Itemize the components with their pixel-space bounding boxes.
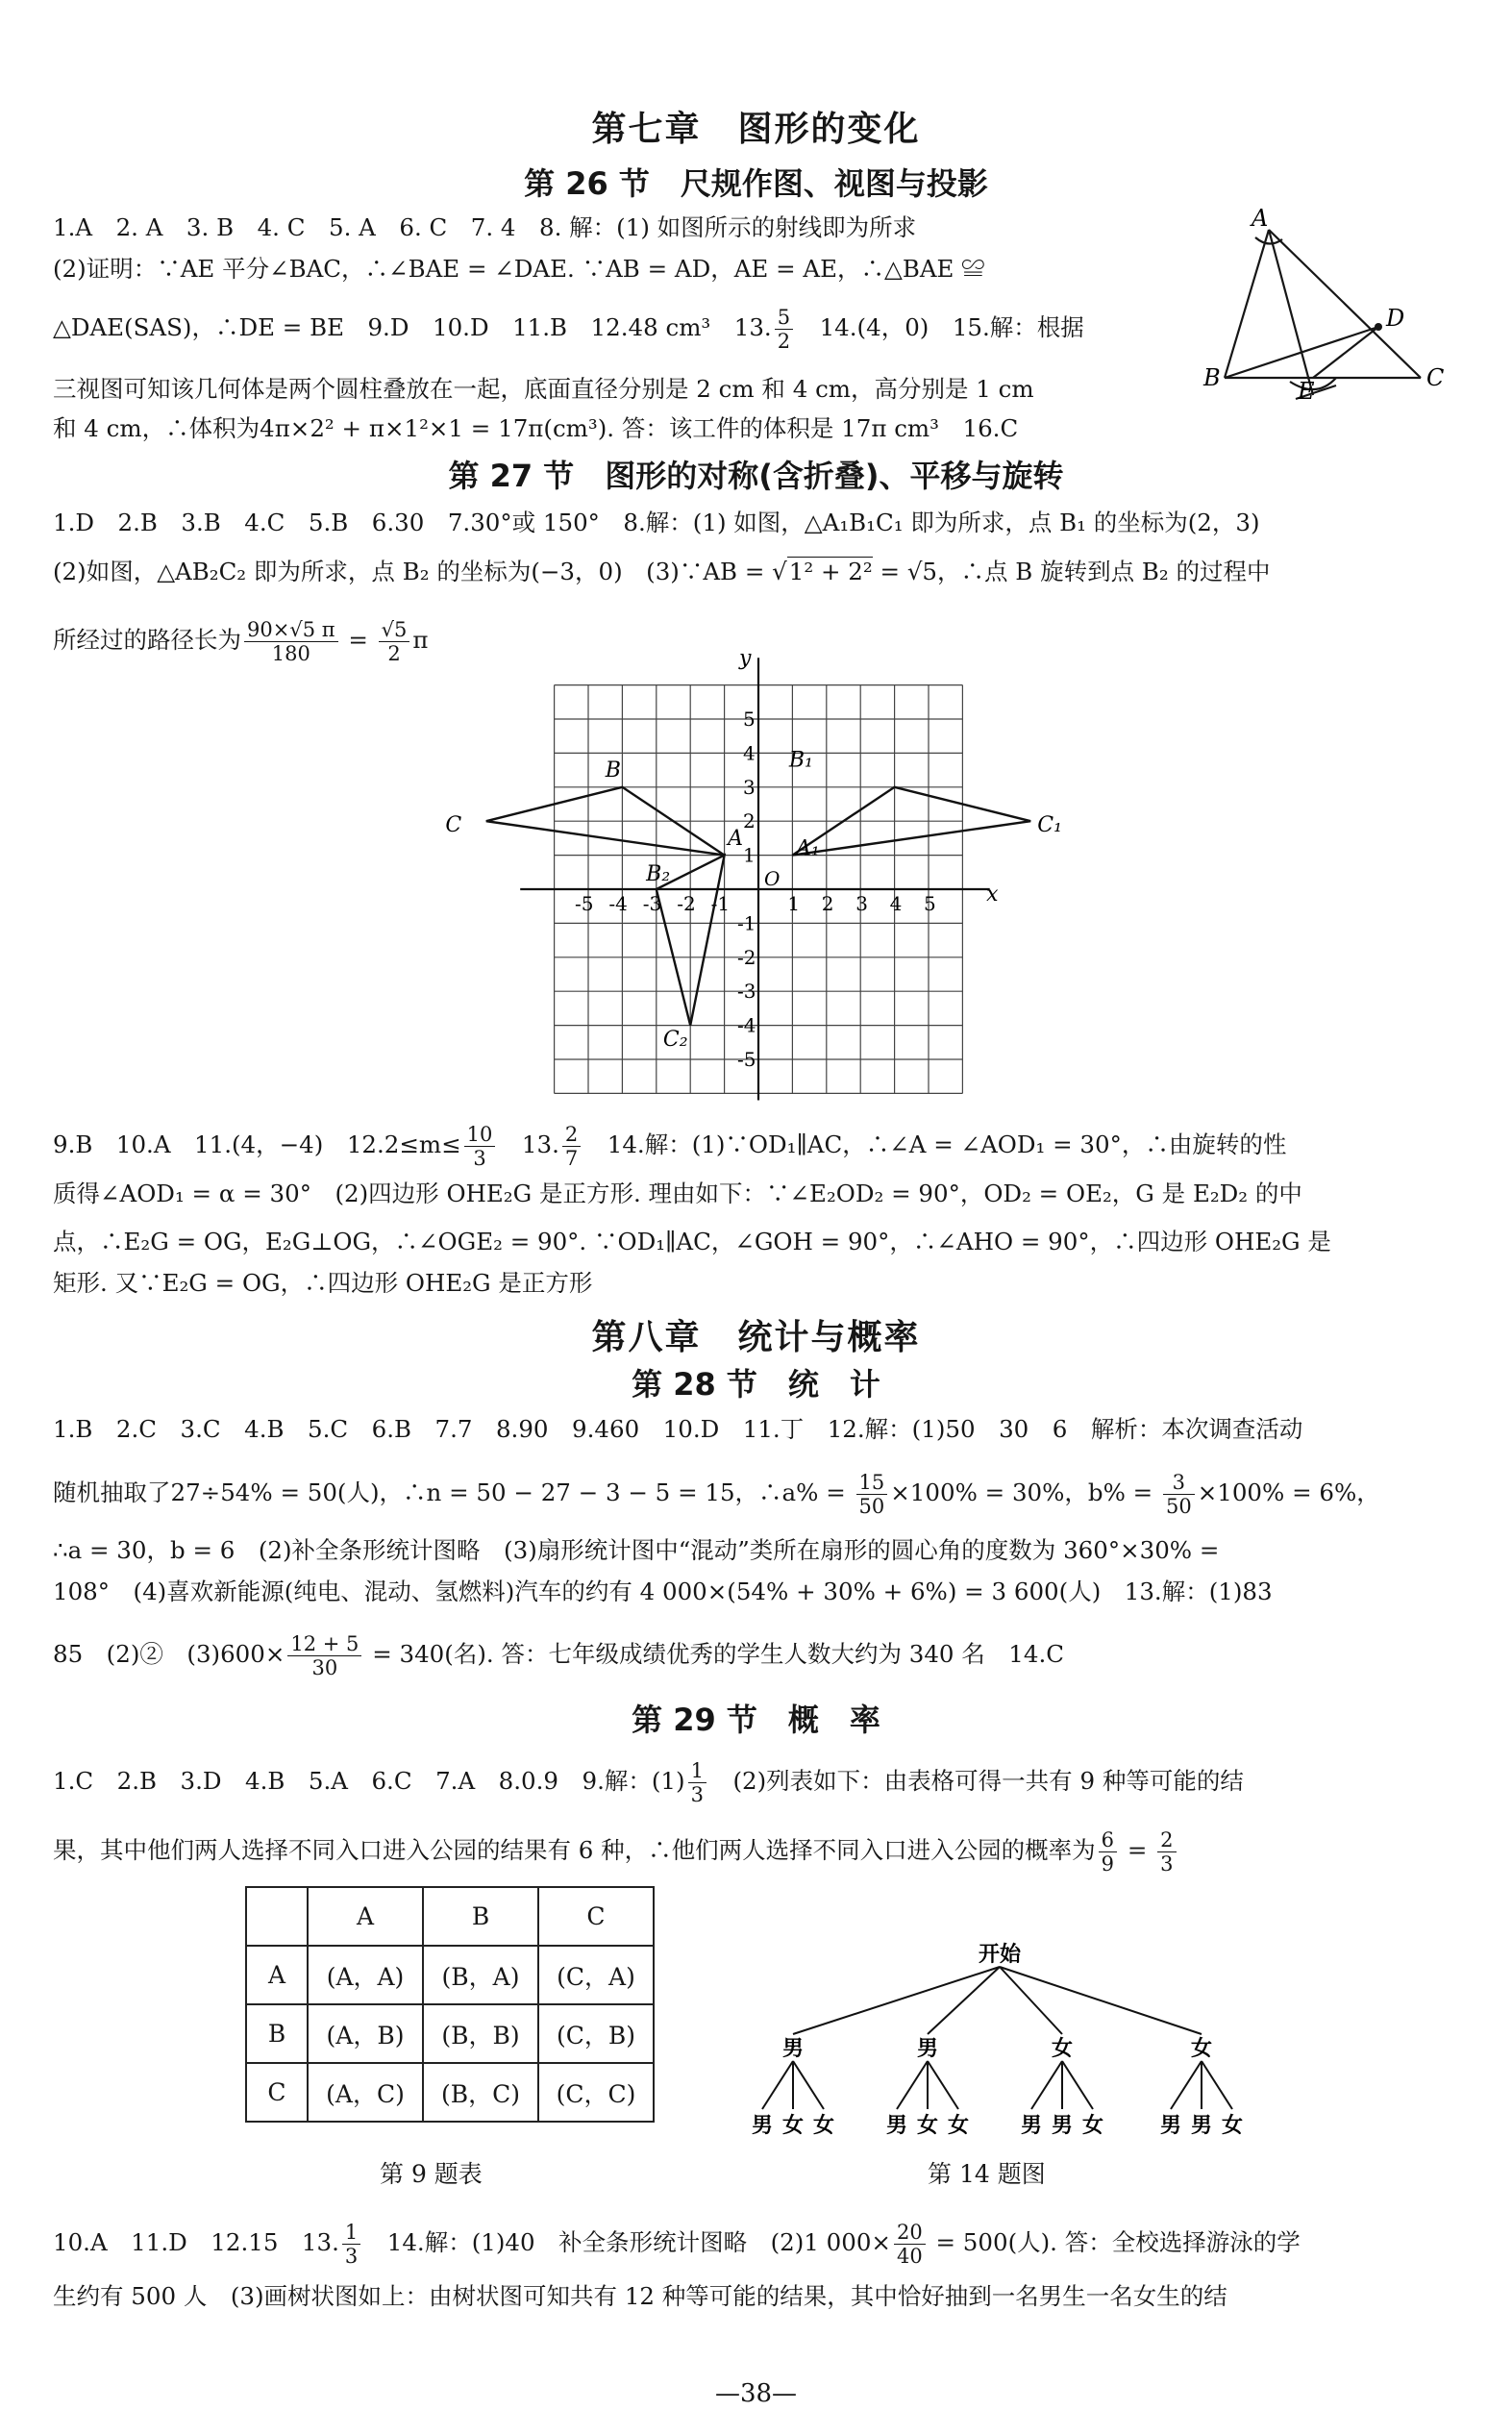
x-tick-label: -2: [677, 892, 696, 915]
sec26-line-3: △DAE(SAS)，∴DE = BE 9.D 10.D 11.B 12.48 cm³ 13. $\frac{5}{2}$ 14.(4，0) 15.解：根据: [53, 306, 1084, 353]
sec29-line-1: 1.C 2.B 3.D 4.B 5.A 6.C 7.A 8.0.9 9.解：(1) $\frac{1}{3}$ (2)列表如下：由表格可得一共有 9 种等可能的结: [53, 1759, 1244, 1806]
tree-branch: [1202, 2061, 1232, 2109]
vertex-label: B₁: [788, 748, 813, 773]
sec26-line-5: 和 4 cm，∴体积为4π×2² + π×1²×1 = 17π(cm³). 答：该工件的体积是 17π cm³ 16.C: [53, 414, 1019, 442]
x-tick-label: 1: [787, 892, 801, 915]
label-A: A: [1252, 205, 1269, 232]
table-cell: [246, 1887, 308, 1946]
sec27-line-5: 质得∠AOD₁ = α = 30° (2)四边形 OHE₂G 是正方形. 理由如下：∵∠E₂OD₂ = 90°，OD₂ = OE₂，G 是 E₂D₂ 的中: [53, 1180, 1302, 1207]
coordinate-grid-figure: [445, 646, 1062, 1077]
table-cell: (A，C): [308, 2063, 423, 2122]
tree-node-level2: 女: [916, 2113, 939, 2138]
fraction: $\frac{90\times√5 \pi}{180}$: [244, 618, 338, 665]
x-tick-label: 4: [889, 892, 903, 915]
sec26-line-4: 三视图可知该几何体是两个圆柱叠放在一起，底面直径分别是 2 cm 和 4 cm，高分别是 1 cm: [53, 375, 1034, 403]
tree-node-level1: 男: [781, 2036, 805, 2061]
table-cell: (C，B): [538, 2004, 654, 2063]
triangle-construction-figure: [1202, 207, 1471, 409]
vertex-label: C₂: [662, 1027, 688, 1052]
x-tick-label: 5: [924, 892, 936, 915]
sec29-line-3: 10.A 11.D 12.15 13. $\frac{1}{3}$ 14.解：(1)40 补全条形统计图略 (2)1 000× $\frac{20}{40}$ = 500(人). 答：全校选择游泳的学: [53, 2221, 1301, 2268]
tree-branch: [1031, 2061, 1062, 2109]
y-tick-label: 4: [743, 741, 756, 765]
tree-branch: [1062, 2061, 1093, 2109]
table-cell: (B，A): [423, 1946, 538, 2004]
fraction: $\frac{5}{2}$: [775, 306, 793, 353]
vertex-label: A: [728, 826, 744, 851]
tree-branch: [897, 2061, 928, 2109]
x-tick-label: -1: [710, 892, 731, 915]
x-tick-label: -5: [575, 892, 594, 915]
label-B: B: [1203, 364, 1221, 391]
section-27-title: 第 27 节 图形的对称(含折叠)、平移与旋转: [448, 458, 1064, 494]
tree-root: 开始: [978, 1942, 1022, 1967]
y-tick-label: -1: [737, 911, 756, 935]
x-tick-label: 3: [855, 892, 868, 915]
sec28-line-4: 108° (4)喜欢新能源(纯电、混动、氢燃料)汽车的约有 4 000×(54% + 30% + 6%) = 3 600(人) 13.解：(1)83: [53, 1578, 1273, 1605]
section-28-title: 第 28 节 统 计: [632, 1366, 880, 1403]
sec27-line-6: 点，∴E₂G = OG，E₂G⊥OG，∴∠OGE₂ = 90°. ∵OD₁∥AC，∠GOH = 90°，∴∠AHO = 90°，∴四边形 OHE₂G 是: [53, 1228, 1331, 1255]
section-29-title: 第 29 节 概 率: [632, 1702, 880, 1738]
tree-diagram: [706, 1940, 1245, 2151]
table-cell: (C，A): [538, 1946, 654, 2004]
fraction: $\frac{15}{50}$: [856, 1471, 888, 1518]
y-tick-label: -4: [737, 1013, 756, 1037]
vertex-label: A₁: [795, 836, 820, 861]
tree-branch: [793, 2061, 824, 2109]
fraction: $\frac{2}{7}$: [562, 1123, 581, 1170]
tree-node-level2: 男: [1190, 2113, 1213, 2138]
table-cell: (B，B): [423, 2004, 538, 2063]
tree-branch: [762, 2061, 793, 2109]
vertex-label: B: [605, 758, 621, 783]
tree-branch: [1171, 2061, 1202, 2109]
table-cell: C: [538, 1887, 654, 1946]
fraction: $\frac{√5}{2}$: [379, 618, 410, 665]
y-tick-label: -2: [737, 945, 756, 969]
label-D: D: [1386, 305, 1405, 332]
y-tick-label: 5: [743, 708, 756, 731]
table-row: [246, 2063, 654, 2122]
tree-node-level2: 男: [1051, 2113, 1074, 2138]
tree-node-level2: 女: [1081, 2113, 1104, 2138]
sec26-line-2: (2)证明：∵AE 平分∠BAC，∴∠BAE = ∠DAE. ∵AB = AD，AE = AE，∴△BAE ≌: [53, 255, 985, 283]
vertex-label: C: [445, 812, 462, 837]
tree-node-level2: 女: [1221, 2113, 1244, 2138]
table-cell: C: [246, 2063, 308, 2122]
table-caption: 第 9 题表: [380, 2160, 483, 2188]
sec27-line-7: 矩形. 又∵E₂G = OG，∴四边形 OHE₂G 是正方形: [53, 1269, 593, 1297]
sec28-line-2: 随机抽取了27÷54% = 50(人)，∴n = 50 − 27 − 3 − 5 = 15，∴a% = $\frac{15}{50}$ ×100% = 30%，b% = $\frac{3}{50}$ ×100% = 6%，: [53, 1471, 1380, 1518]
outcome-table: [245, 1886, 655, 2123]
y-tick-label: -5: [737, 1048, 756, 1071]
fraction: $\frac{10}{3}$: [464, 1123, 496, 1170]
y-tick-label: 1: [743, 843, 756, 867]
fraction: $\frac{2}{3}$: [1157, 1828, 1176, 1876]
table-cell: B: [246, 2004, 308, 2063]
tree-node-level2: 男: [751, 2113, 774, 2138]
fraction: $\frac{1}{3}$: [342, 2221, 360, 2268]
section-26-title: 第 26 节 尺规作图、视图与投影: [524, 165, 988, 202]
sec28-line-1: 1.B 2.C 3.C 4.B 5.C 6.B 7.7 8.90 9.460 10.D 11.丁 12.解：(1)50 30 6 解析：本次调查活动: [53, 1415, 1303, 1443]
sec28-line-5: 85 (2)② (3)600× $\frac{12 + 5}{30}$ = 340(名). 答：七年级成绩优秀的学生人数大约为 340 名 14.C: [53, 1632, 1065, 1679]
vertex-label: B₂: [646, 862, 671, 887]
table-cell: B: [423, 1887, 538, 1946]
tree-node-level1: 女: [1051, 2036, 1074, 2061]
y-tick-label: 2: [743, 809, 756, 833]
sec29-line-4: 生约有 500 人 (3)画树状图如上：由树状图可知共有 12 种等可能的结果，其中恰好抽到一名男生一名女生的结: [53, 2282, 1227, 2310]
tree-node-level2: 女: [812, 2113, 835, 2138]
table-cell: A: [308, 1887, 423, 1946]
label-E: E: [1298, 378, 1315, 405]
sec27-line-2: (2)如图，△AB₂C₂ 即为所求，点 B₂ 的坐标为(−3，0) (3)∵AB = √1² + 2² = √5，∴点 B 旋转到点 B₂ 的过程中: [53, 558, 1271, 585]
sec27-line-1: 1.D 2.B 3.B 4.C 5.B 6.30 7.30°或 150° 8.解：(1) 如图，△A₁B₁C₁ 即为所求，点 B₁ 的坐标为(2，3): [53, 509, 1260, 536]
vertex-label: C₁: [1037, 812, 1062, 837]
chapter-7-title: 第七章 图形的变化: [591, 110, 921, 149]
table-cell: (C，C): [538, 2063, 654, 2122]
x-tick-label: 2: [821, 892, 834, 915]
tree-caption: 第 14 题图: [928, 2160, 1046, 2188]
tree-node-level2: 女: [781, 2113, 805, 2138]
x-tick-label: -4: [608, 892, 628, 915]
fraction: $\frac{3}{50}$: [1163, 1471, 1195, 1518]
tree-node-level2: 男: [1020, 2113, 1043, 2138]
tree-node-level2: 女: [947, 2113, 970, 2138]
tree-node-level2: 男: [1159, 2113, 1182, 2138]
y-axis-label: y: [739, 646, 752, 671]
table-header-row: [246, 1887, 654, 1946]
fraction: $\frac{12 + 5}{30}$: [287, 1632, 361, 1679]
label-C: C: [1426, 364, 1445, 391]
table-cell: (A，B): [308, 2004, 423, 2063]
table-row: [246, 2004, 654, 2063]
page-number: —38—: [714, 2379, 798, 2408]
tree-branch: [793, 1967, 1000, 2034]
tree-branch: [928, 1967, 1000, 2034]
fraction: $\frac{1}{3}$: [688, 1759, 706, 1806]
sec28-line-3: ∴a = 30，b = 6 (2)补全条形统计图略 (3)扇形统计图中“混动”类所在扇形的圆心角的度数为 360°×30% =: [53, 1536, 1220, 1564]
sec26-line-1: 1.A 2. A 3. B 4. C 5. A 6. C 7. 4 8. 解：(1) 如图所示的射线即为所求: [53, 213, 917, 241]
tree-node-level1: 女: [1190, 2036, 1213, 2061]
y-tick-label: -3: [737, 980, 756, 1004]
chapter-8-title: 第八章 统计与概率: [591, 1318, 921, 1357]
tree-node-level1: 男: [916, 2036, 939, 2061]
table-cell: (B，C): [423, 2063, 538, 2122]
tree-branch: [928, 2061, 958, 2109]
table-cell: A: [246, 1946, 308, 2004]
sec27-line-4: 9.B 10.A 11.(4，−4) 12.2≤m≤ $\frac{10}{3}$ 13. $\frac{2}{7}$ 14.解：(1)∵OD₁∥AC，∴∠A = ∠AOD₁ = 30°，∴由旋转的性: [53, 1123, 1287, 1170]
table-row: [246, 1946, 654, 2004]
sec29-line-2: 果，其中他们两人选择不同入口进入公园的结果有 6 种，∴他们两人选择不同入口进入公园的概率为 $\frac{6}{9}$ = $\frac{2}{3}$: [53, 1828, 1179, 1876]
y-tick-label: 3: [743, 775, 756, 799]
table-cell: (A，A): [308, 1946, 423, 2004]
fraction: $\frac{6}{9}$: [1099, 1828, 1117, 1876]
fraction: $\frac{20}{40}$: [894, 2221, 926, 2268]
x-axis-label: x: [986, 882, 999, 907]
tree-node-level2: 男: [885, 2113, 908, 2138]
origin-label: O: [764, 867, 781, 890]
sec27-line-3: 所经过的路径长为 $\frac{90\times√5 \pi}{180}$ = $\frac{√5}{2}$ π: [53, 618, 429, 665]
x-tick-label: -3: [642, 892, 662, 915]
